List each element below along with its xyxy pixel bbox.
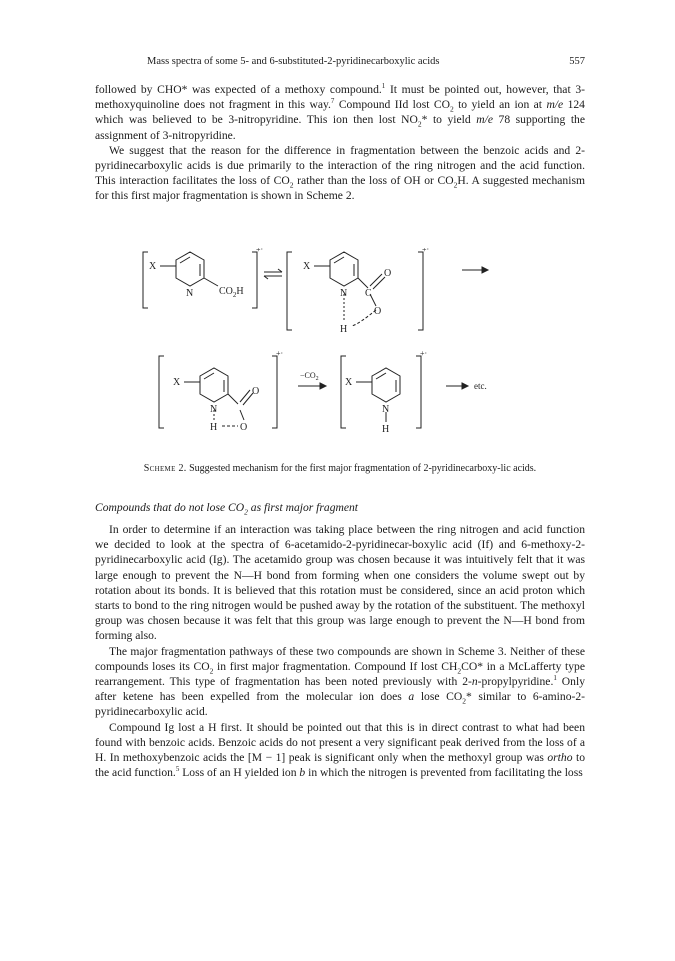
equilibrium-arrow (264, 269, 282, 279)
scheme-label-x: X (149, 261, 157, 272)
scheme-label-n: N (210, 404, 218, 415)
scheme-charge: +· (422, 248, 430, 254)
caption-text: Suggested mechanism for the first major fragmentation of 2-pyridinecarboxy-lic acids. (186, 463, 537, 474)
scheme-label-h: H (210, 422, 218, 433)
scheme-label-o: O (240, 422, 248, 433)
structure-3 (159, 356, 277, 428)
reaction-arrow (446, 383, 468, 389)
scheme-label-x: X (345, 377, 353, 388)
scheme-label-o: O (252, 386, 260, 397)
reference-mark: 1 (553, 674, 557, 683)
paragraph-fragmentation: The major fragmentation pathways of these two compounds are shown in Scheme 3. Neither of these compounds loses its $CO_2$ in first major fragmentation. Compound If lost $CH_2CO*$ in a McLafferty type rearrangement. This type of fragmentation has been noted previously with 2-n-propylpyridine.$^1$ Only after ketene has been expelled from the molecular ion does a lose $CO_2*$ similar to 6-amino-2-pyridinecarboxylic acid. (95, 644, 586, 719)
scheme-label-co2h: $CO_2H$ (219, 286, 244, 299)
scheme-label-o: O (374, 306, 382, 317)
reference-mark: 1 (381, 82, 386, 91)
scheme-label-x: X (173, 377, 181, 388)
scheme-charge: +· (256, 248, 264, 254)
structure-1 (143, 252, 257, 308)
section-heading: Compounds that do not lose $CO_2$ as first major fragment (95, 501, 359, 517)
scheme-label-h: H (340, 324, 348, 335)
scheme-label-x: X (303, 261, 311, 272)
scheme-caption (135, 462, 545, 475)
reaction-arrow (462, 267, 488, 273)
structure-4 (341, 356, 421, 428)
paragraph-interaction: In order to determine if an interaction was taking place between the ring nitrogen and acid function we decided to look at the spectra of 6-acetamido-2-pyridinecar-boxylic acid (If) and 6-methoxy-2-pyridinecarboxylic acid (Ig). The acetamido group was chosen because it was intuitively felt that it was large enough to prevent the N—H bond from forming when one considers the volume swept out by rotation about its bonds. It is believed that this rotation must be considered, since an acid proton which starts to bond to the ring nitrogen would be pushed away by the rotation of the substituent. The methoxyl group was chosen because it was felt that this group was large enough to prevent the N—H bond from forming also. (95, 523, 585, 643)
top-text-block (95, 82, 585, 204)
reference-mark: 7 (330, 97, 335, 106)
running-head (95, 56, 585, 72)
scheme-label-etc: etc. (474, 381, 487, 391)
running-title: Mass spectra of some 5- and 6-substituted-2-pyridinecarboxylic acids (147, 56, 440, 67)
scheme-label-n: N (186, 288, 194, 299)
paragraph-continuation: followed by CHO* was expected of a methoxy compound.$^1$ It must be pointed out, however, that 3-methoxyquinoline does not fragment in this way.$^7$ Compound IId lost $CO_2$ to yield an ion at m/e 124 which was believed to be 3-nitropyridine. This ion then lost $NO_2*$ to yield m/e 78 supporting the assignment of 3-nitropyridine. (95, 82, 585, 142)
page-number: 557 (569, 56, 585, 67)
scheme-charge: +· (276, 349, 284, 358)
scheme-label-minus-co2: $-CO_2$ (300, 371, 319, 382)
scheme-label-c: C (365, 288, 372, 299)
scheme-label-n: N (340, 288, 348, 299)
reaction-arrow (298, 383, 326, 389)
paragraph-compound-ig: Compound Ig lost a H first. It should be pointed out that this is in direct contrast to what had been found with benzoic acids. Benzoic acids do not present a very significant peak derived from the loss of a H. In methoxybenzoic acids the [M − 1] peak is significant only when the methoxyl group was ortho to the acid function.$^5$ Loss of an H yielded ion b in which the nitrogen is prevented from facilitating the loss (95, 720, 585, 780)
scheme-label-h: H (382, 424, 390, 435)
scheme-charge: +· (420, 349, 428, 358)
caption-label: Scheme 2. (143, 463, 187, 474)
reference-mark: 5 (175, 765, 180, 774)
scheme-label-o: O (384, 268, 392, 279)
scheme-2-figure (140, 248, 540, 448)
bottom-text-block (95, 522, 585, 780)
scheme-label-n: N (382, 404, 390, 415)
paragraph-mechanism: We suggest that the reason for the difference in fragmentation between the benzoic acids and 2-pyridinecarboxylic acids is due primarily to the interaction of the ring nitrogen and the acid function. This interaction facilitates the loss of $CO_2$ rather than the loss of OH or $CO_2H$. A suggested mechanism for this first major fragmentation is shown in Scheme 2. (95, 143, 585, 203)
